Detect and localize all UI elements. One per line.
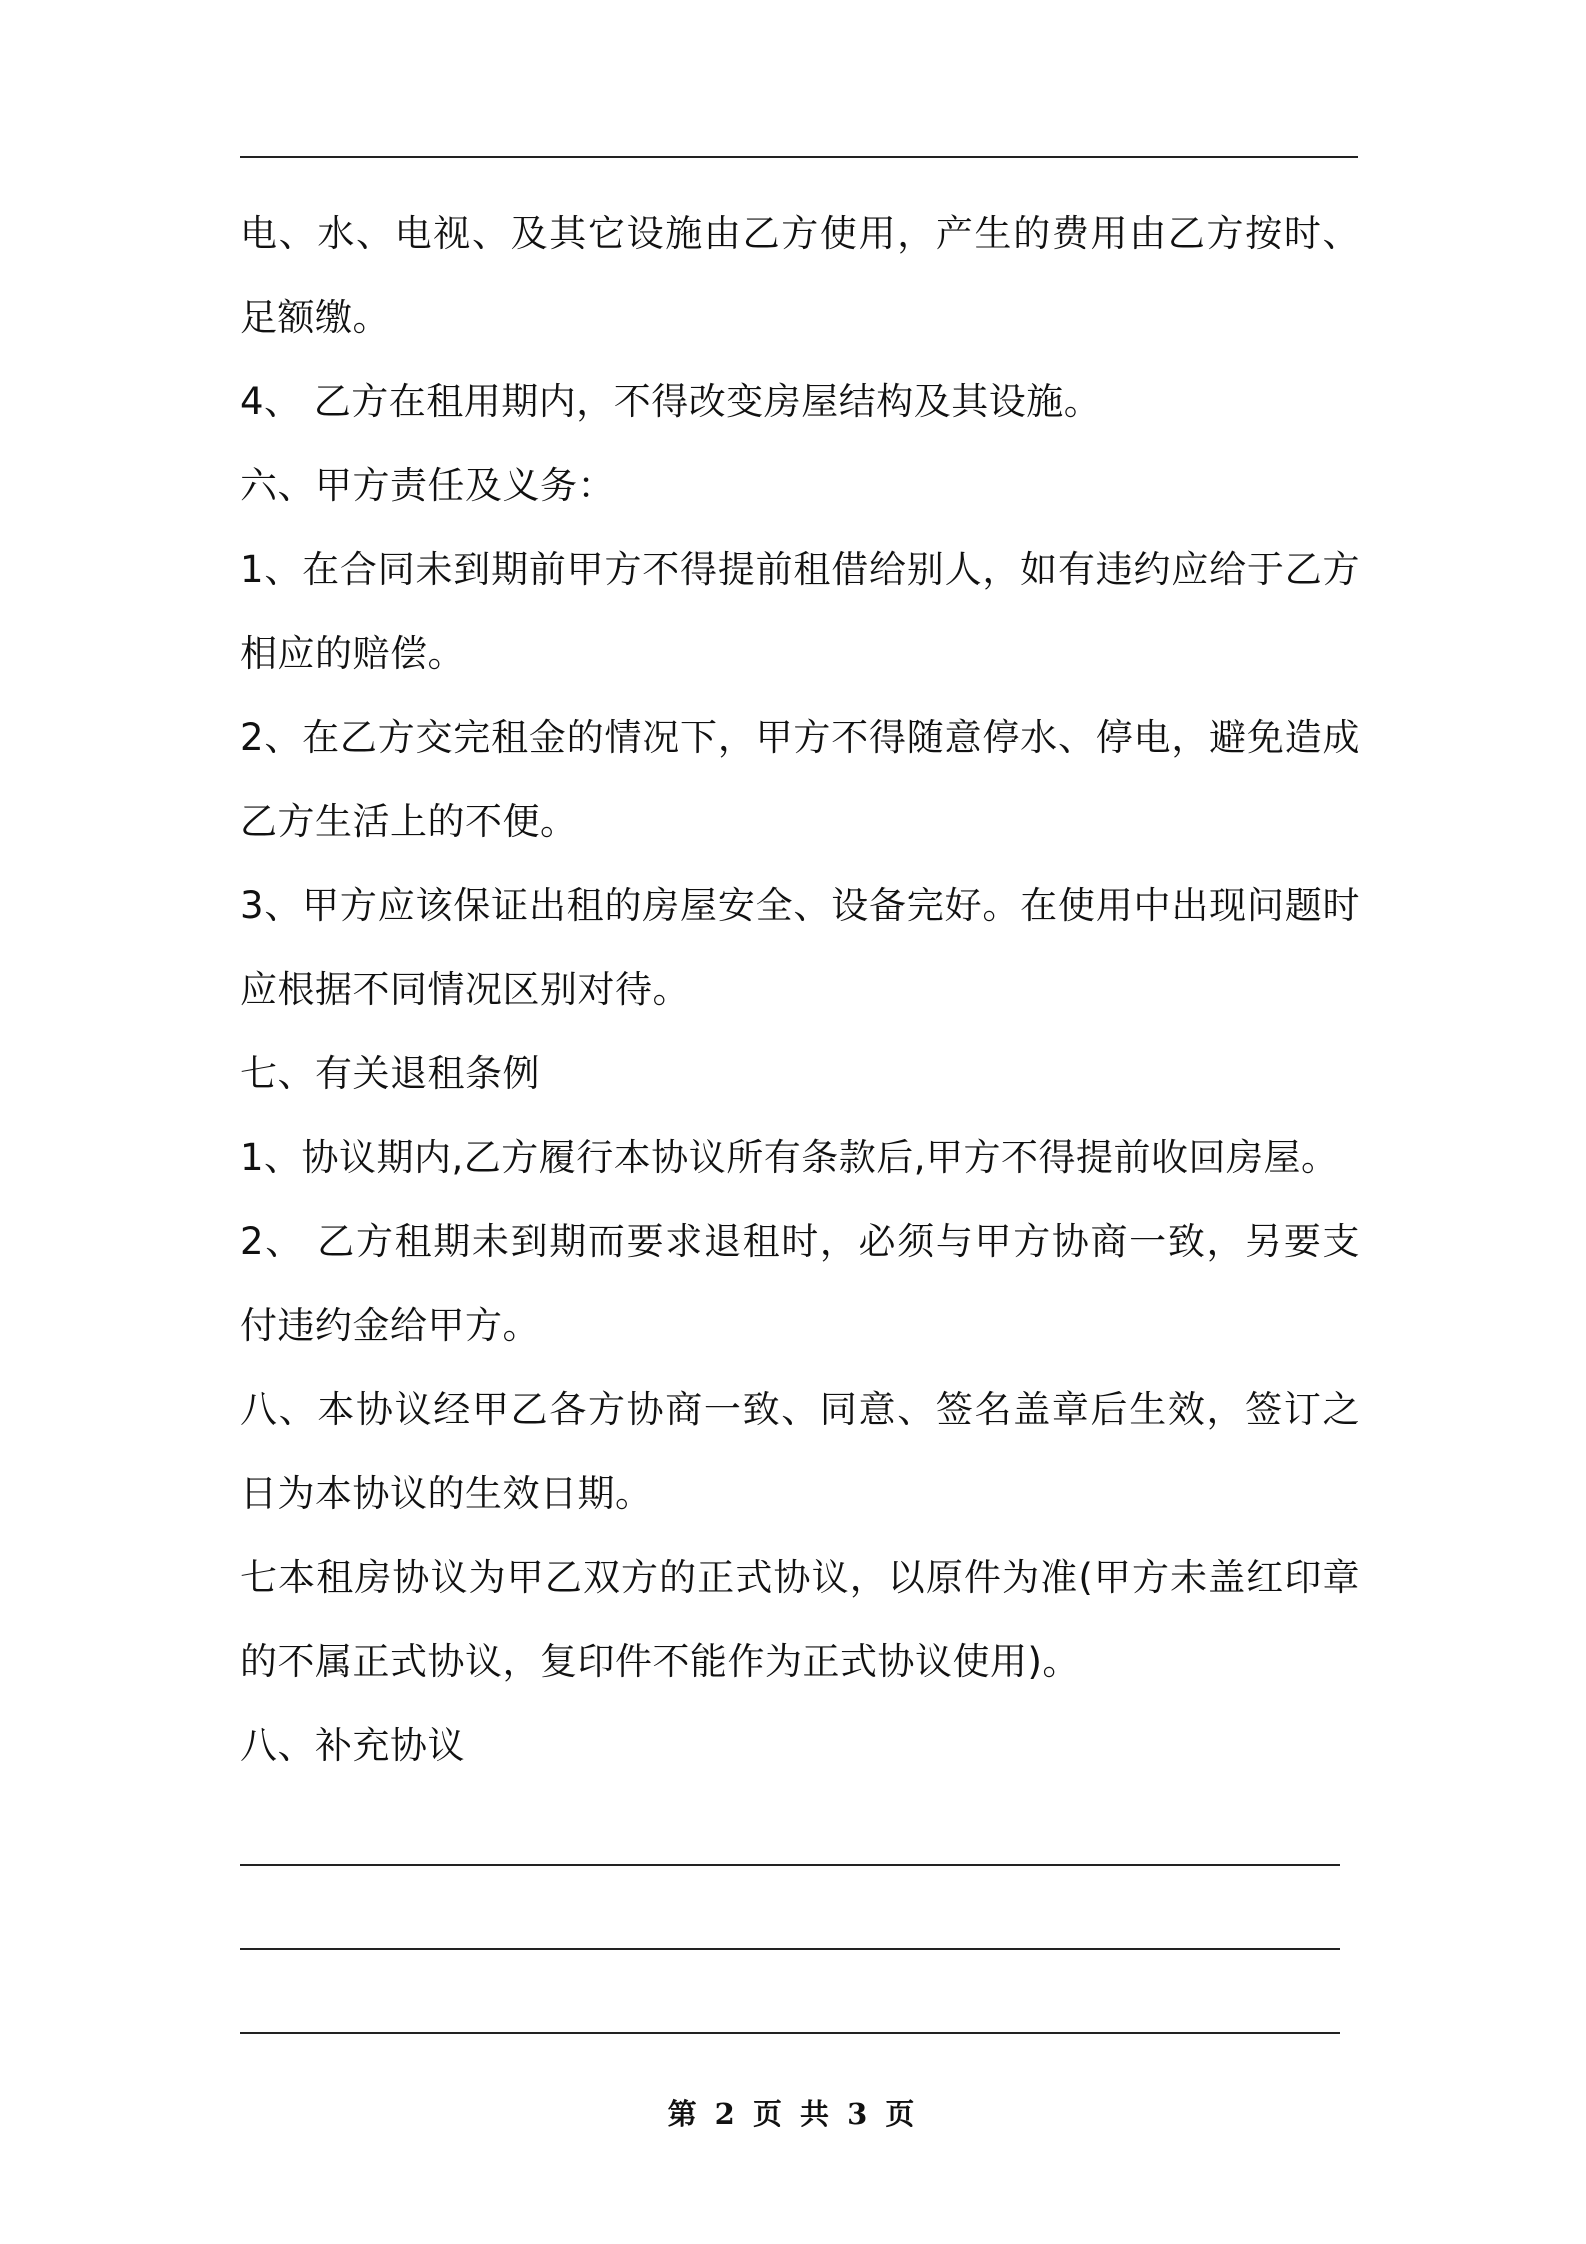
paragraph-effective-date: 八、本协议经甲乙各方协商一致、同意、签名盖章后生效，签订之日为本协议的生效日期。 xyxy=(240,1388,1360,1515)
paragraph-original-copy: 七本租房协议为甲乙双方的正式协议，以原件为准(甲方未盖红印章的不属正式协议，复印件不能作为正式协议使用)。 xyxy=(240,1556,1360,1683)
paragraph-clause-4-structure: 4、 乙方在租用期内，不得改变房屋结构及其设施。 xyxy=(240,380,1102,423)
section-heading-landlord-duties: 六、甲方责任及义务： xyxy=(240,464,615,507)
paragraph-landlord-clause-3: 3、甲方应该保证出租的房屋安全、设备完好。在使用中出现问题时应根据不同情况区别对待。 xyxy=(240,884,1360,1011)
section-heading-termination: 七、有关退租条例 xyxy=(240,1052,540,1095)
paragraph-utilities-fees: 电、水、电视、及其它设施由乙方使用，产生的费用由乙方按时、足额缴。 xyxy=(240,212,1360,339)
paragraph-termination-clause-1: 1、协议期内,乙方履行本协议所有条款后,甲方不得提前收回房屋。 xyxy=(240,1136,1339,1179)
blank-line xyxy=(240,1892,1340,1976)
blank-line xyxy=(240,1808,1340,1892)
paragraph-termination-clause-2: 2、 乙方租期未到期而要求退租时，必须与甲方协商一致，另要支付违约金给甲方。 xyxy=(240,1220,1360,1347)
document-body xyxy=(240,192,1360,1788)
supplementary-blank-lines xyxy=(240,1808,1340,2060)
page-number-footer: 第 2 页 共 3 页 xyxy=(667,2097,919,2131)
header-divider xyxy=(240,156,1358,158)
section-heading-supplementary: 八、补充协议 xyxy=(240,1724,465,1767)
paragraph-landlord-clause-2: 2、在乙方交完租金的情况下，甲方不得随意停水、停电，避免造成乙方生活上的不便。 xyxy=(240,716,1360,843)
blank-line xyxy=(240,1976,1340,2060)
paragraph-landlord-clause-1: 1、在合同未到期前甲方不得提前租借给别人，如有违约应给于乙方相应的赔偿。 xyxy=(240,548,1360,675)
